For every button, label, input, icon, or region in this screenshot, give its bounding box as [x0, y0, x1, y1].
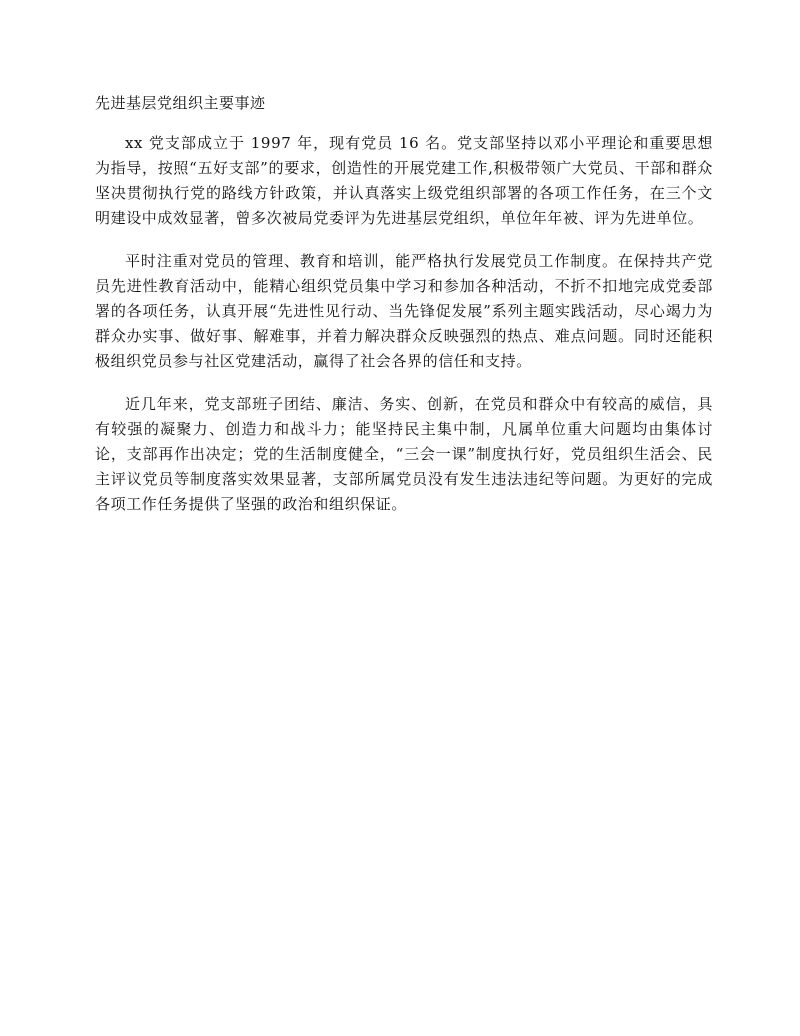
paragraph-education: 平时注重对党员的管理、教育和培训，能严格执行发展党员工作制度。在保持共产党员先进性教育活动中，能精心组织党员集中学习和参加各种活动，不折不扣地完成党委部署的各项任务，认真开展“先进性见行动、当先锋促发展”系列主题实践活动，尽心竭力为群众办实事、做好事、解难事，并着力解决群众反映强烈的热点、难点问题。同时还能积极组织党员参与社区党建活动，赢得了社会各界的信任和支持。 [95, 252, 713, 370]
paragraph-intro: xx 党支部成立于 1997 年，现有党员 16 名。党支部坚持以邓小平理论和重要思想为指导，按照“五好支部”的要求，创造性的开展党建工作,积极带领广大党员、干部和群众坚决贯彻执行党的路线方针政策，并认真落实上级党组织部署的各项工作任务，在三个文明建设中成效显著，曾多次被局党委评为先进基层党组织，单位年年被、评为先进单位。 [95, 134, 713, 227]
document-title: 先进基层党组织主要事迹 [95, 94, 266, 112]
document-body [95, 92, 713, 535]
paragraph-recent-years: 近几年来，党支部班子团结、廉洁、务实、创新，在党员和群众中有较高的威信，具有较强的凝聚力、创造力和战斗力；能坚持民主集中制，凡属单位重大问题均由集体讨论，支部再作出决定；党的生活制度健全，“三会一课”制度执行好，党员组织生活会、民主评议党员等制度落实效果显著，支部所属党员没有发生违法违纪等问题。为更好的完成各项工作任务提供了坚强的政治和组织保证。 [95, 395, 713, 513]
